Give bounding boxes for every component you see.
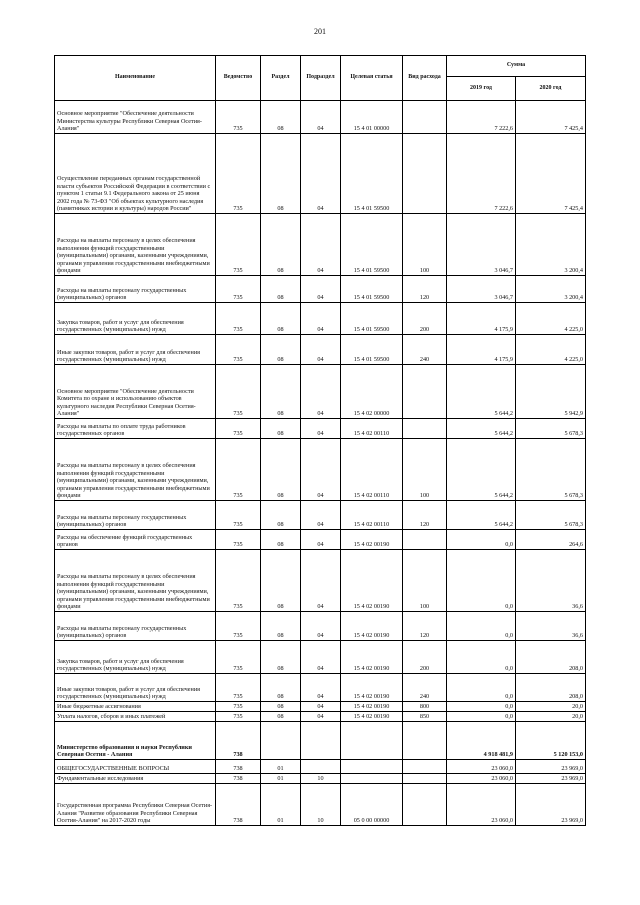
cell-exptype: 200 <box>403 641 447 674</box>
cell-name: Расходы на выплаты персоналу в целях обеспечения выполнения функций государственными (муниципальными) органами, казенными учреждениями, органами управления государственными внебюджетными фондами <box>55 214 216 276</box>
cell-section: 01 <box>261 784 301 826</box>
cell-section: 08 <box>261 702 301 712</box>
cell-exptype <box>403 760 447 774</box>
cell-exptype: 120 <box>403 612 447 641</box>
cell-dept: 735 <box>216 530 261 550</box>
cell-name: Расходы на обеспечение функций государственных органов <box>55 530 216 550</box>
cell-exptype: 100 <box>403 214 447 276</box>
cell-dept: 735 <box>216 702 261 712</box>
cell-subsection: 04 <box>301 439 341 501</box>
table-row <box>55 276 586 303</box>
cell-name: Уплата налогов, сборов и иных платежей <box>55 712 216 722</box>
cell-2019: 3 046,7 <box>447 214 516 276</box>
table-row <box>55 712 586 722</box>
cell-2020: 3 200,4 <box>516 214 586 276</box>
table-row <box>55 784 586 826</box>
header-name: Наименование <box>55 56 216 101</box>
cell-exptype: 120 <box>403 501 447 530</box>
cell-section: 08 <box>261 303 301 335</box>
cell-dept: 738 <box>216 774 261 784</box>
cell-2019: 23 060,0 <box>447 774 516 784</box>
header-section: Раздел <box>261 56 301 101</box>
cell-subsection: 04 <box>301 702 341 712</box>
cell-name: Министерство образования и науки Республики Северная Осетия - Алания <box>55 722 216 760</box>
cell-2020: 7 425,4 <box>516 101 586 134</box>
table-row <box>55 674 586 702</box>
cell-2019: 5 644,2 <box>447 501 516 530</box>
cell-dept: 738 <box>216 760 261 774</box>
cell-exptype <box>403 101 447 134</box>
table-row <box>55 641 586 674</box>
table-row <box>55 134 586 214</box>
cell-subsection: 04 <box>301 550 341 612</box>
cell-name: Основное мероприятие "Обеспечение деятельности Комитета по охране и использованию объектов культурного наследия Республики Северная Осетия-Алания" <box>55 365 216 419</box>
cell-2019: 7 222,6 <box>447 134 516 214</box>
cell-target: 15 4 02 00190 <box>341 674 403 702</box>
cell-name: Расходы на выплаты персоналу в целях обеспечения выполнения функций государственными (муниципальными) органами, казенными учреждениями, органами управления государственными внебюджетными фондами <box>55 550 216 612</box>
cell-target: 15 4 02 00000 <box>341 365 403 419</box>
cell-section: 01 <box>261 774 301 784</box>
cell-2019: 4 175,9 <box>447 335 516 365</box>
cell-2020: 5 120 153,0 <box>516 722 586 760</box>
cell-section: 08 <box>261 276 301 303</box>
cell-section: 08 <box>261 335 301 365</box>
cell-2020: 5 942,9 <box>516 365 586 419</box>
page-number: 201 <box>314 27 326 36</box>
cell-exptype: 120 <box>403 276 447 303</box>
cell-2019: 0,0 <box>447 674 516 702</box>
cell-2020: 20,0 <box>516 712 586 722</box>
cell-name: Осуществление переданных органам государственной власти субъектов Российской Федерации в соответствии с пунктом 1 статьи 9.1 Федерального закона от 25 июня 2002 года № 73-ФЗ "Об объектах культурного наследия (памятниках истории и культуры) народов России" <box>55 134 216 214</box>
cell-name: Расходы на выплаты по оплате труда работников государственных органов <box>55 419 216 439</box>
cell-name: Фундаментальные исследования <box>55 774 216 784</box>
cell-2020: 4 225,0 <box>516 335 586 365</box>
table-body <box>55 101 586 826</box>
table-row <box>55 303 586 335</box>
cell-exptype <box>403 784 447 826</box>
cell-2020: 20,0 <box>516 702 586 712</box>
cell-section <box>261 722 301 760</box>
cell-exptype: 240 <box>403 335 447 365</box>
table-row <box>55 530 586 550</box>
cell-target <box>341 774 403 784</box>
cell-target: 15 4 02 00190 <box>341 612 403 641</box>
cell-2019: 0,0 <box>447 702 516 712</box>
cell-name: Расходы на выплаты персоналу государственных (муниципальных) органов <box>55 501 216 530</box>
cell-2020: 23 969,0 <box>516 784 586 826</box>
cell-target: 15 4 01 59500 <box>341 276 403 303</box>
cell-dept: 735 <box>216 612 261 641</box>
cell-2019: 5 644,2 <box>447 365 516 419</box>
table-row <box>55 612 586 641</box>
cell-dept: 735 <box>216 641 261 674</box>
header-2020: 2020 год <box>516 77 586 101</box>
cell-exptype <box>403 419 447 439</box>
cell-target: 15 4 02 00110 <box>341 419 403 439</box>
cell-subsection: 04 <box>301 419 341 439</box>
cell-name: Иные бюджетные ассигнования <box>55 702 216 712</box>
cell-subsection: 04 <box>301 101 341 134</box>
cell-name: Основное мероприятие "Обеспечение деятельности Министерства культуры Республики Северная Осетия-Алания" <box>55 101 216 134</box>
cell-2020: 3 200,4 <box>516 276 586 303</box>
cell-2020: 5 678,3 <box>516 501 586 530</box>
cell-subsection: 04 <box>301 501 341 530</box>
cell-section: 08 <box>261 214 301 276</box>
cell-subsection: 04 <box>301 612 341 641</box>
cell-section: 08 <box>261 712 301 722</box>
cell-dept: 735 <box>216 550 261 612</box>
cell-subsection: 10 <box>301 784 341 826</box>
cell-2019: 4 175,9 <box>447 303 516 335</box>
cell-dept: 735 <box>216 276 261 303</box>
cell-exptype <box>403 774 447 784</box>
cell-target: 15 4 02 00190 <box>341 530 403 550</box>
cell-name: Расходы на выплаты персоналу в целях обеспечения выполнения функций государственными (муниципальными) органами, казенными учреждениями, органами управления государственными внебюджетными фондами <box>55 439 216 501</box>
cell-dept: 735 <box>216 303 261 335</box>
cell-section: 08 <box>261 419 301 439</box>
cell-exptype <box>403 530 447 550</box>
cell-2020: 264,6 <box>516 530 586 550</box>
cell-2019: 0,0 <box>447 612 516 641</box>
cell-dept: 735 <box>216 365 261 419</box>
cell-2019: 4 918 481,9 <box>447 722 516 760</box>
cell-target: 15 4 01 00000 <box>341 101 403 134</box>
cell-exptype <box>403 365 447 419</box>
cell-2020: 208,0 <box>516 674 586 702</box>
cell-section: 08 <box>261 439 301 501</box>
cell-subsection: 04 <box>301 276 341 303</box>
cell-2020: 5 678,3 <box>516 419 586 439</box>
cell-target <box>341 722 403 760</box>
cell-2019: 0,0 <box>447 530 516 550</box>
cell-dept: 735 <box>216 712 261 722</box>
cell-name: Закупка товаров, работ и услуг для обеспечения государственных (муниципальных) нужд <box>55 303 216 335</box>
cell-2019: 5 644,2 <box>447 419 516 439</box>
cell-subsection <box>301 760 341 774</box>
cell-2019: 0,0 <box>447 550 516 612</box>
cell-2020: 7 425,4 <box>516 134 586 214</box>
cell-name: Иные закупки товаров, работ и услуг для обеспечения государственных (муниципальных) нужд <box>55 335 216 365</box>
cell-name: Закупка товаров, работ и услуг для обеспечения государственных (муниципальных) нужд <box>55 641 216 674</box>
cell-target: 15 4 01 59500 <box>341 134 403 214</box>
cell-2019: 23 060,0 <box>447 760 516 774</box>
cell-exptype: 100 <box>403 439 447 501</box>
cell-subsection <box>301 722 341 760</box>
cell-section: 08 <box>261 365 301 419</box>
cell-2019: 0,0 <box>447 641 516 674</box>
cell-subsection: 10 <box>301 774 341 784</box>
cell-section: 08 <box>261 530 301 550</box>
cell-dept: 735 <box>216 134 261 214</box>
cell-target: 15 4 01 59500 <box>341 335 403 365</box>
table-row <box>55 501 586 530</box>
cell-name: Расходы на выплаты персоналу государственных (муниципальных) органов <box>55 612 216 641</box>
cell-section: 08 <box>261 641 301 674</box>
header-sum: Сумма <box>447 56 586 77</box>
cell-exptype <box>403 134 447 214</box>
table-row <box>55 702 586 712</box>
table-row <box>55 439 586 501</box>
table-row <box>55 722 586 760</box>
cell-dept: 735 <box>216 674 261 702</box>
cell-2020: 36,6 <box>516 550 586 612</box>
cell-dept: 735 <box>216 501 261 530</box>
cell-exptype: 200 <box>403 303 447 335</box>
header-subsection: Подраздел <box>301 56 341 101</box>
table-row <box>55 101 586 134</box>
cell-target: 15 4 01 59500 <box>341 303 403 335</box>
cell-target: 15 4 01 59500 <box>341 214 403 276</box>
cell-dept: 735 <box>216 214 261 276</box>
header-exptype: Вид расхода <box>403 56 447 101</box>
cell-2019: 3 046,7 <box>447 276 516 303</box>
cell-target <box>341 760 403 774</box>
cell-target: 15 4 02 00190 <box>341 641 403 674</box>
table-row <box>55 214 586 276</box>
header-dept: Ведомство <box>216 56 261 101</box>
table-row <box>55 365 586 419</box>
cell-dept: 735 <box>216 335 261 365</box>
table-row <box>55 550 586 612</box>
cell-2019: 0,0 <box>447 712 516 722</box>
cell-section: 08 <box>261 674 301 702</box>
cell-name: ОБЩЕГОСУДАРСТВЕННЫЕ ВОПРОСЫ <box>55 760 216 774</box>
cell-section: 08 <box>261 134 301 214</box>
cell-target: 15 4 02 00190 <box>341 712 403 722</box>
cell-target: 05 0 00 00000 <box>341 784 403 826</box>
cell-section: 08 <box>261 550 301 612</box>
cell-target: 15 4 02 00190 <box>341 550 403 612</box>
cell-subsection: 04 <box>301 365 341 419</box>
cell-subsection: 04 <box>301 303 341 335</box>
header-target: Целевая статья <box>341 56 403 101</box>
cell-2019: 23 060,0 <box>447 784 516 826</box>
cell-exptype: 100 <box>403 550 447 612</box>
header-2019: 2019 год <box>447 77 516 101</box>
cell-subsection: 04 <box>301 214 341 276</box>
cell-name: Государственная программа Республики Северная Осетия-Алания "Развитие образования Республики Северная Осетия-Алания" на 2017-2020 годы <box>55 784 216 826</box>
table-row <box>55 774 586 784</box>
cell-subsection: 04 <box>301 134 341 214</box>
cell-dept: 735 <box>216 439 261 501</box>
cell-dept: 738 <box>216 784 261 826</box>
cell-2020: 4 225,0 <box>516 303 586 335</box>
cell-2020: 36,6 <box>516 612 586 641</box>
cell-2020: 5 678,3 <box>516 439 586 501</box>
cell-section: 08 <box>261 501 301 530</box>
cell-dept: 738 <box>216 722 261 760</box>
budget-table <box>54 55 586 826</box>
cell-exptype: 240 <box>403 674 447 702</box>
cell-2019: 7 222,6 <box>447 101 516 134</box>
cell-dept: 735 <box>216 101 261 134</box>
cell-subsection: 04 <box>301 674 341 702</box>
cell-target: 15 4 02 00190 <box>341 702 403 712</box>
cell-name: Расходы на выплаты персоналу государственных (муниципальных) органов <box>55 276 216 303</box>
cell-dept: 735 <box>216 419 261 439</box>
cell-2020: 208,0 <box>516 641 586 674</box>
cell-2020: 23 969,0 <box>516 774 586 784</box>
cell-target: 15 4 02 00110 <box>341 439 403 501</box>
table-row <box>55 419 586 439</box>
cell-section: 08 <box>261 612 301 641</box>
table-row <box>55 760 586 774</box>
cell-target: 15 4 02 00110 <box>341 501 403 530</box>
cell-2019: 5 644,2 <box>447 439 516 501</box>
cell-exptype <box>403 722 447 760</box>
cell-subsection: 04 <box>301 335 341 365</box>
cell-subsection: 04 <box>301 641 341 674</box>
cell-exptype: 850 <box>403 712 447 722</box>
cell-subsection: 04 <box>301 712 341 722</box>
cell-2020: 23 969,0 <box>516 760 586 774</box>
cell-subsection: 04 <box>301 530 341 550</box>
cell-section: 08 <box>261 101 301 134</box>
cell-name: Иные закупки товаров, работ и услуг для обеспечения государственных (муниципальных) нужд <box>55 674 216 702</box>
table-row <box>55 335 586 365</box>
cell-exptype: 800 <box>403 702 447 712</box>
cell-section: 01 <box>261 760 301 774</box>
